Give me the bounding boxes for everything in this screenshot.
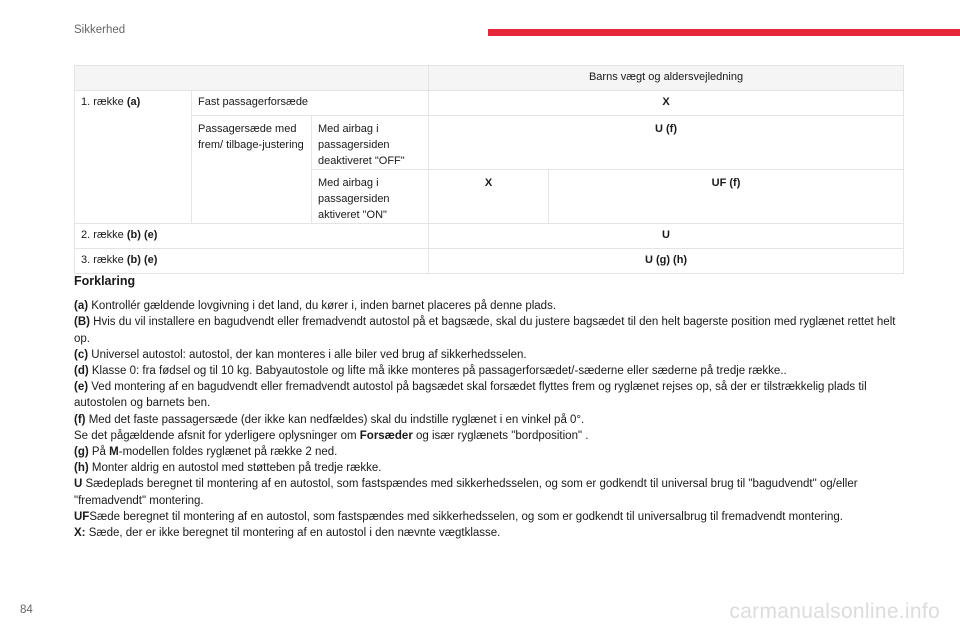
legend-title: Forklaring	[74, 274, 136, 288]
watermark: carmanualsonline.info	[729, 600, 940, 623]
child-seat-table	[74, 65, 904, 274]
adjustable-seat-label: Passagersæde med frem/ tilbage-justering	[192, 116, 312, 224]
legend-item-d: (d) Klasse 0: fra fødsel og til 10 kg. Babyautostole og lifte må ikke monteres på passagerforsædet/-sæderne eller sæderne på tredje række..	[74, 365, 787, 378]
legend-item-b: (B) Hvis du vil installere en bagudvendt eller fremadvendt autostol på et bagsæde, skal du justere bagsædet til den helt bagerste position med ryglænet rettet helt op.	[74, 316, 896, 345]
page-number: 84	[20, 604, 33, 616]
table-row	[75, 116, 904, 170]
table-row	[75, 224, 904, 249]
legend-item-f: (f) Med det faste passagersæde (der ikke kan nedfældes) skal du indstille ryglænet i en vinkel på 0°.	[74, 413, 585, 426]
legend-see-also: Se det pågældende afsnit for yderligere oplysninger om Forsæder og især ryglænets "bordposition" .	[74, 429, 589, 442]
table-header-row	[75, 66, 904, 91]
airbag-on-value-b: UF (f)	[549, 170, 904, 224]
table-row	[75, 91, 904, 116]
legend-item-u: U Sædeplads beregnet til montering af en autostol, som fastspændes med sikkerhedsselen, og som er godkendt til universal brug til "bagudvendt" og/eller "fremadvendt" montering.	[74, 478, 858, 507]
row1-label: 1. række (a)	[75, 91, 192, 224]
fixed-seat-value: X	[429, 91, 904, 116]
row3-label: 3. række (b) (e)	[75, 249, 429, 274]
legend-item-uf: UFSæde beregnet til montering af en autostol, som fastspændes med sikkerhedsselen, og som er godkendt til universalbrug til fremadvendt montering.	[74, 510, 843, 523]
table-row	[75, 249, 904, 274]
row3-value: U (g) (h)	[429, 249, 904, 274]
header-accent-bar	[488, 29, 960, 36]
section-title: Sikkerhed	[74, 24, 126, 36]
row2-label: 2. række (b) (e)	[75, 224, 429, 249]
fixed-seat-label: Fast passagerforsæde	[192, 91, 429, 116]
row2-value: U	[429, 224, 904, 249]
airbag-on-value-a: X	[429, 170, 549, 224]
legend-item-a: (a) Kontrollér gældende lovgivning i det land, du kører i, inden barnet placeres på denne plads.	[74, 300, 557, 313]
table-header-cell: Barns vægt og aldersvejledning	[429, 66, 904, 91]
legend-item-g: (g) På M-modellen foldes ryglænet på række 2 ned.	[74, 446, 338, 459]
legend-item-h: (h) Monter aldrig en autostol med støtteben på tredje række.	[74, 462, 382, 475]
airbag-off-label: Med airbag i passagersiden deaktiveret "OFF"	[312, 116, 429, 170]
airbag-on-label: Med airbag i passagersiden aktiveret "ON"	[312, 170, 429, 224]
airbag-off-value: U (f)	[429, 116, 904, 170]
legend-item-e: (e) Ved montering af en bagudvendt eller fremadvendt autostol på bagsædet skal forsædet flyttes frem og ryglænet rejses op, så der er tilstrækkelig plads til autostolen og barnets ben.	[74, 381, 867, 410]
legend-item-x: X: Sæde, der er ikke beregnet til montering af en autostol i den nævnte vægtklasse.	[74, 527, 501, 540]
legend-item-c: (c) Universel autostol: autostol, der kan monteres i alle biler ved brug af sikkerhedsselen.	[74, 348, 527, 361]
legend	[74, 273, 906, 541]
